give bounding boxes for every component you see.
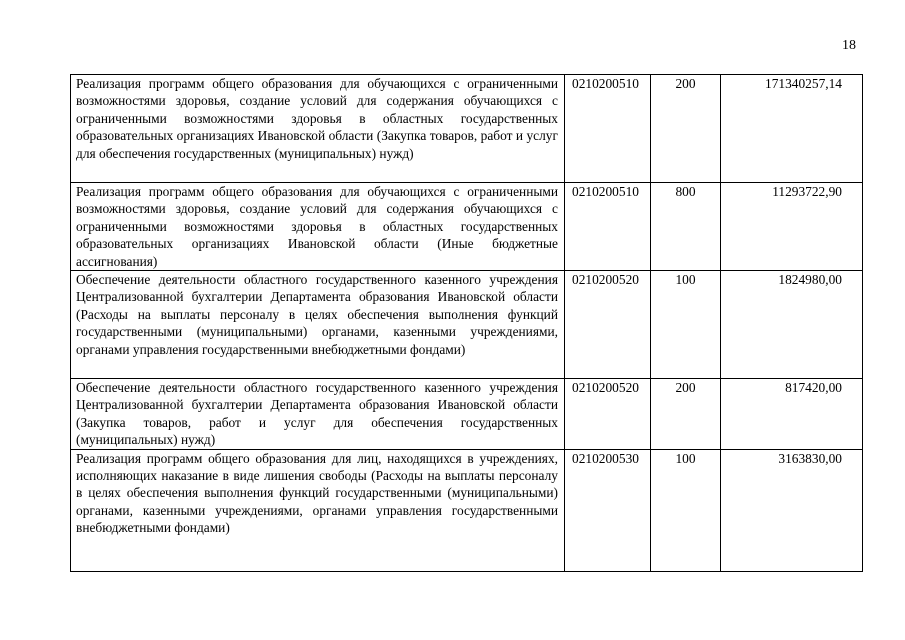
row-target-article: 0210200520 <box>565 271 651 379</box>
row-amount: 1824980,00 <box>721 271 863 379</box>
page-number: 18 <box>842 38 856 53</box>
row-description: Обеспечение деятельности областного государственного казенного учреждения Централизованной бухгалтерии Департамента образования Ивановской области (Расходы на выплаты персоналу в целях обеспечения выполнения функций государственными (муниципальными) органами, казенными учреждениями, органами управления государственными внебюджетными фондами) <box>71 271 565 379</box>
row-target-article: 0210200510 <box>565 75 651 183</box>
row-target-article: 0210200510 <box>565 183 651 271</box>
row-description: Обеспечение деятельности областного государственного казенного учреждения Централизованной бухгалтерии Департамента образования Ивановской области (Закупка товаров, работ и услуг для обеспечения государственных (муниципальных) нужд) <box>71 379 565 450</box>
table-row <box>71 271 863 379</box>
row-description: Реализация программ общего образования для обучающихся с ограниченными возможностями здоровья, создание условий для содержания обучающихся с ограниченными возможностями здоровья в областных государственных образовательных организациях Ивановской области (Закупка товаров, работ и услуг для обеспечения государственных (муниципальных) нужд) <box>71 75 565 183</box>
row-expense-type: 100 <box>651 449 721 571</box>
budget-table <box>70 74 863 572</box>
row-expense-type: 200 <box>651 75 721 183</box>
row-amount: 817420,00 <box>721 379 863 450</box>
row-target-article: 0210200520 <box>565 379 651 450</box>
row-expense-type: 100 <box>651 271 721 379</box>
table-row <box>71 75 863 183</box>
table-row <box>71 379 863 450</box>
row-amount: 3163830,00 <box>721 449 863 571</box>
row-amount: 11293722,90 <box>721 183 863 271</box>
row-amount: 171340257,14 <box>721 75 863 183</box>
row-expense-type: 200 <box>651 379 721 450</box>
row-expense-type: 800 <box>651 183 721 271</box>
table-row <box>71 183 863 271</box>
row-target-article: 0210200530 <box>565 449 651 571</box>
table-row <box>71 449 863 571</box>
row-description: Реализация программ общего образования для обучающихся с ограниченными возможностями здоровья, создание условий для содержания обучающихся с ограниченными возможностями здоровья в областных государственных образовательных организациях Ивановской области (Иные бюджетные ассигнования) <box>71 183 565 271</box>
row-description: Реализация программ общего образования для лиц, находящихся в учреждениях, исполняющих наказание в виде лишения свободы (Расходы на выплаты персоналу в целях обеспечения выполнения функций государственными (муниципальными) органами, казенными учреждениями, органами управления государственными внебюджетными фондами) <box>71 449 565 571</box>
